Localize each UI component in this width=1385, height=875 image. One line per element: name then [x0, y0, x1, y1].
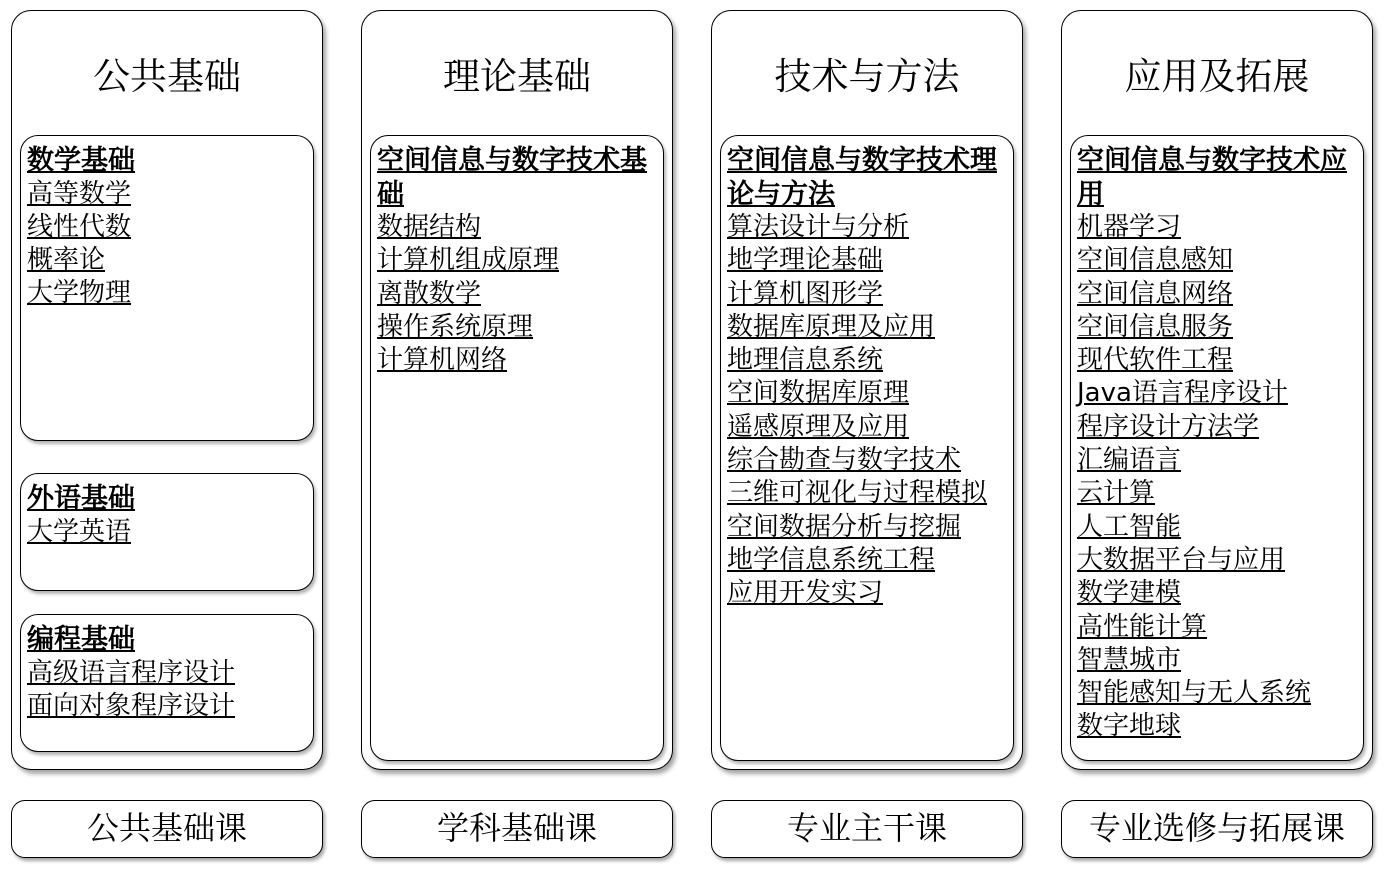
course-item[interactable]: 大学英语	[27, 516, 132, 547]
course-item[interactable]: 操作系统原理	[377, 311, 534, 342]
course-item[interactable]: 汇编语言	[1077, 445, 1182, 476]
course-item[interactable]: 现代软件工程	[1077, 345, 1234, 376]
course-item[interactable]: 高级语言程序设计	[27, 657, 236, 688]
column-title: 公共基础	[93, 55, 241, 98]
column-title: 应用及拓展	[1124, 55, 1310, 98]
course-item[interactable]: 高性能计算	[1077, 611, 1208, 642]
box-spatial-info-applications	[1070, 135, 1364, 761]
course-item[interactable]: 大学物理	[27, 278, 132, 309]
column-title: 技术与方法	[774, 55, 960, 98]
course-item[interactable]: 空间信息感知	[1077, 245, 1234, 276]
box-title: 数学基础	[27, 145, 135, 176]
column-techniques-methods	[711, 10, 1023, 770]
course-item[interactable]: 数学建模	[1077, 578, 1182, 609]
course-item[interactable]: 线性代数	[27, 211, 132, 242]
column-title: 理论基础	[443, 55, 591, 98]
course-item[interactable]: 云计算	[1077, 478, 1156, 509]
course-item[interactable]: 空间数据分析与挖掘	[727, 511, 962, 542]
course-item[interactable]: 应用开发实习	[727, 578, 884, 609]
box-title: 空间信息与数字技术基础	[377, 145, 647, 210]
course-item[interactable]: 三维可视化与过程模拟	[727, 478, 988, 509]
course-item[interactable]: 空间信息网络	[1077, 278, 1234, 309]
course-item[interactable]: 面向对象程序设计	[27, 690, 236, 721]
course-item[interactable]: 地理信息系统	[727, 345, 884, 376]
course-item[interactable]: 计算机图形学	[727, 278, 884, 309]
course-item[interactable]: 程序设计方法学	[1077, 411, 1260, 442]
course-item[interactable]: 数据结构	[377, 212, 482, 242]
course-item[interactable]: 地学理论基础	[727, 245, 884, 276]
course-item[interactable]: 智慧城市	[1077, 644, 1182, 675]
course-item[interactable]: 地学信息系统工程	[727, 544, 936, 575]
box-title: 外语基础	[27, 483, 135, 514]
course-item[interactable]: 综合勘查与数字技术	[727, 445, 962, 476]
column-theory-foundation	[361, 10, 673, 770]
box-title: 空间信息与数字技术理论与方法	[727, 145, 997, 210]
box-spatial-info-methods	[720, 135, 1014, 761]
course-item[interactable]: 概率论	[27, 245, 106, 276]
column-applications-extensions	[1061, 10, 1373, 770]
box-language-foundation	[20, 473, 314, 591]
box-programming-foundation	[20, 614, 314, 752]
course-item[interactable]: 离散数学	[377, 278, 482, 309]
box-spatial-info-foundation	[370, 135, 664, 761]
course-item[interactable]: 智能感知与无人系统	[1077, 678, 1312, 709]
box-math-foundation	[20, 135, 314, 441]
course-item[interactable]: 空间数据库原理	[727, 378, 910, 409]
bottom-label-major-courses: 专业主干课	[711, 800, 1023, 858]
course-item[interactable]: 数据库原理及应用	[727, 311, 936, 342]
course-item[interactable]: 计算机网络	[377, 345, 508, 376]
course-item[interactable]: 高等数学	[27, 178, 132, 209]
column-public-foundation	[11, 10, 323, 770]
bottom-label-public-courses: 公共基础课	[11, 800, 323, 858]
course-item[interactable]: 空间信息服务	[1077, 311, 1234, 342]
course-item[interactable]: 人工智能	[1077, 511, 1182, 542]
course-item[interactable]: 机器学习	[1077, 212, 1182, 242]
box-title: 空间信息与数字技术应用	[1077, 145, 1347, 210]
course-item[interactable]: 数字地球	[1077, 711, 1182, 742]
box-title: 编程基础	[27, 624, 135, 655]
bottom-label-discipline-courses: 学科基础课	[361, 800, 673, 858]
course-item[interactable]: 大数据平台与应用	[1077, 544, 1286, 575]
course-item[interactable]: 遥感原理及应用	[727, 411, 910, 442]
course-item[interactable]: 计算机组成原理	[377, 245, 560, 276]
bottom-label-elective-courses: 专业选修与拓展课	[1061, 800, 1373, 858]
course-item[interactable]: Java语言程序设计	[1077, 378, 1288, 409]
course-item[interactable]: 算法设计与分析	[727, 212, 910, 242]
